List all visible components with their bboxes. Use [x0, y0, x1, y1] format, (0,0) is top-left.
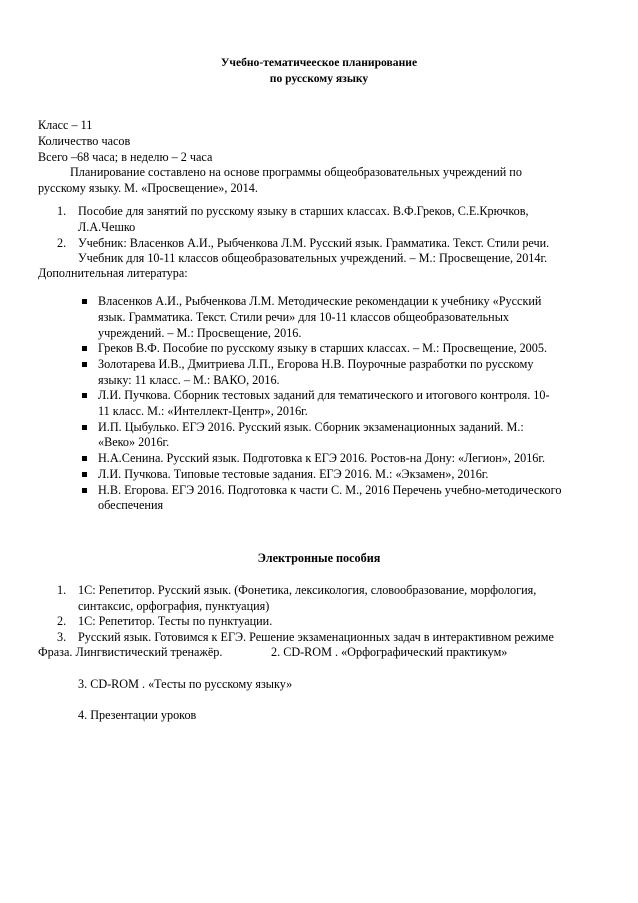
hours-label: Количество часов	[38, 134, 131, 148]
list-item-line: Пособие для занятий по русскому языку в старших классах. В.Ф.Греков, С.Е.Крючков,	[78, 204, 529, 218]
list-item-line: Русский язык. Готовимся к ЕГЭ. Решение экзаменационных задач в интерактивном режиме	[78, 630, 554, 644]
hours-total: Всего –68 часа; в неделю – 2 часа	[38, 150, 213, 164]
list-number: 2.	[57, 614, 67, 628]
bullet-icon	[82, 393, 87, 398]
list-item-line: синтаксис, орфография, пунктуация)	[78, 599, 270, 613]
list-item-line: Н.А.Сенина. Русский язык. Подготовка к ЕГЭ 2016. Ростов-на Дону: «Легион», 2016г.	[98, 451, 546, 465]
list-item-line: 1С: Репетитор. Русский язык. (Фонетика, лексикология, словообразование, морфология,	[78, 583, 537, 597]
wrap-line-cdrom: 2. CD-ROM . «Орфографический практикум»	[271, 645, 508, 659]
list-item-line: И.П. Цыбулько. ЕГЭ 2016. Русский язык. Сборник экзаменационных заданий. М.:	[98, 420, 524, 434]
list-item-line: 1С: Репетитор. Тесты по пунктуации.	[78, 614, 273, 628]
list-item-line: Л.И. Пучкова. Типовые тестовые задания. ЕГЭ 2016. М.: «Экзамен», 2016г.	[98, 467, 489, 481]
list-number: 2.	[57, 236, 67, 250]
electronic-extra-3: 3. CD-ROM . «Тесты по русскому языку»	[78, 677, 293, 691]
list-item-line: Учебник: Власенков А.И., Рыбченкова Л.М. Русский язык. Грамматика. Текст. Стили речи.	[78, 236, 550, 250]
additional-heading: Дополнительная литература:	[38, 266, 188, 280]
document-title-line2: по русскому языку	[269, 72, 369, 85]
bullet-icon	[82, 456, 87, 461]
list-item-line: Н.В. Егорова. ЕГЭ 2016. Подготовка к части С. М., 2016 Перечень учебно-методического	[98, 483, 562, 497]
list-item-line: учреждений. – М.: Просвещение, 2016.	[98, 326, 302, 340]
bullet-icon	[82, 362, 87, 367]
list-item-line: Золотарева И.В., Дмитриева Л.П., Егорова Н.В. Поурочные разработки по русскому	[98, 357, 534, 371]
electronic-extra-4: 4. Презентации уроков	[78, 708, 197, 722]
bullet-icon	[82, 425, 87, 430]
wrap-line-phrase: Фраза. Лингвистический тренажёр.	[38, 645, 223, 659]
list-item-line: «Веко» 2016г.	[98, 435, 170, 449]
list-item-line: Греков В.Ф. Пособие по русскому языку в старших классах. – М.: Просвещение, 2005.	[98, 341, 548, 355]
bullet-icon	[82, 346, 87, 351]
basis-line2: русскому языку. М. «Просвещение», 2014.	[38, 181, 258, 195]
list-item-line: Л.А.Чешко	[78, 220, 136, 234]
list-item-line: языку: 11 класс. – М.: ВАКО, 2016.	[98, 373, 280, 387]
electronic-heading: Электронные пособия	[257, 551, 381, 565]
list-number: 1.	[57, 583, 67, 597]
list-item-line: Власенков А.И., Рыбченкова Л.М. Методические рекомендации к учебнику «Русский	[98, 294, 542, 308]
list-item-line: Учебник для 10-11 классов общеобразовательных учреждений. – М.: Просвещение, 2014г.	[78, 251, 548, 265]
bullet-icon	[82, 488, 87, 493]
list-item-line: 11 класс. М.: «Интеллект-Центр», 2016г.	[98, 404, 308, 418]
class-info: Класс – 11	[38, 118, 93, 132]
list-item-line: язык. Грамматика. Текст. Стили речи» для 10-11 классов общеобразовательных	[98, 310, 509, 324]
list-number: 3.	[57, 630, 67, 644]
basis-line1: Планирование составлено на основе программы общеобразовательных учреждений по	[70, 165, 522, 179]
list-number: 1.	[57, 204, 67, 218]
bullet-icon	[82, 299, 87, 304]
list-item-line: Л.И. Пучкова. Сборник тестовых заданий для тематического и итогового контроля. 10-	[98, 388, 550, 402]
bullet-icon	[82, 472, 87, 477]
document-title-line1: Учебно-тематичееское планирование	[220, 56, 418, 69]
list-item-line: обеспечения	[98, 498, 164, 512]
